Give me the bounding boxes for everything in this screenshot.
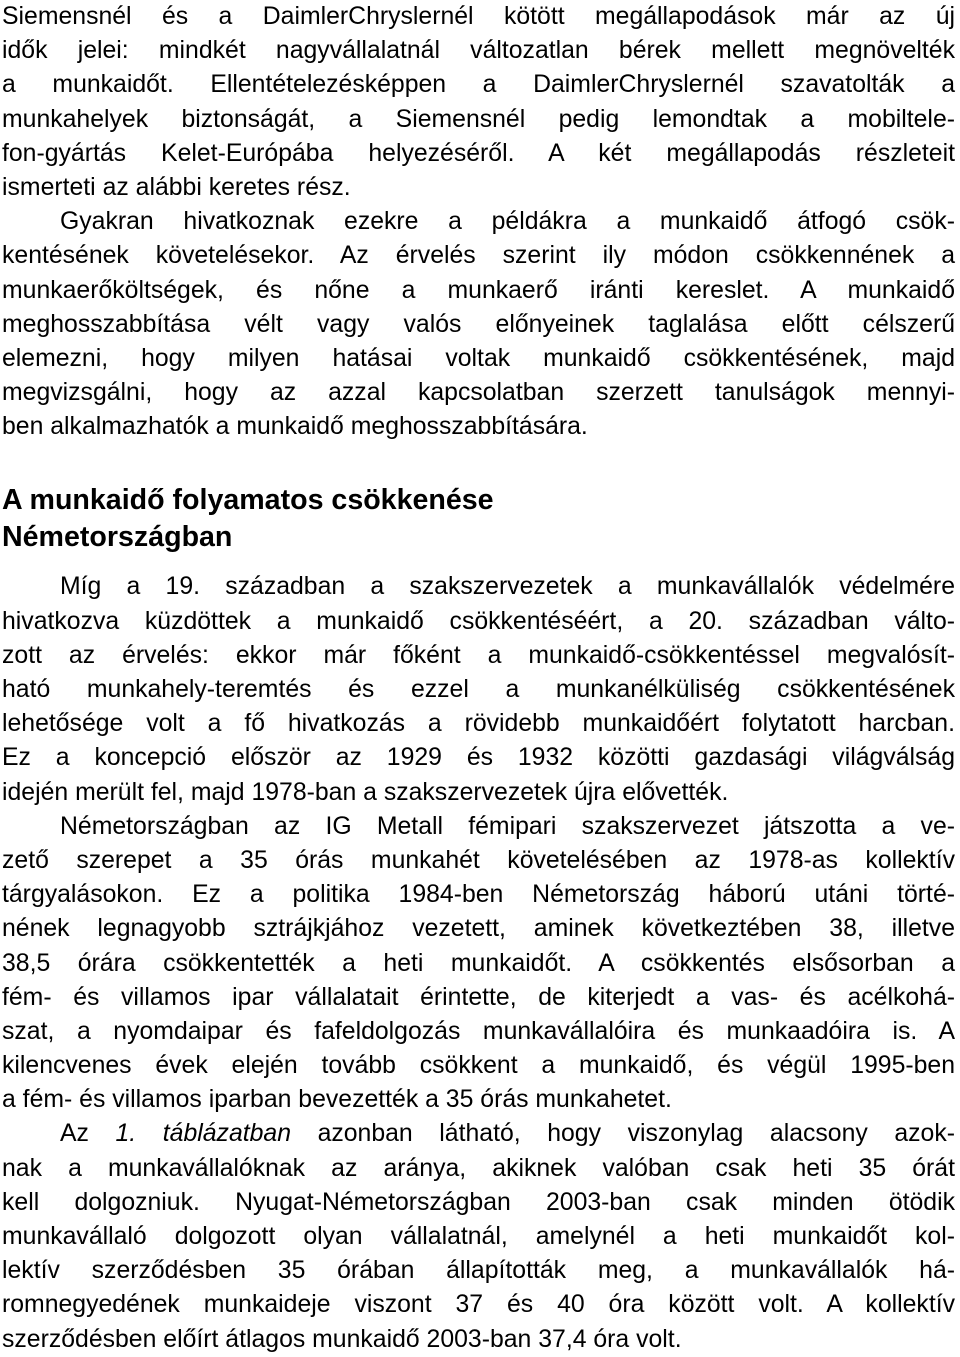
text-line: idők jelei: mindkét nagyvállalatnál változatlan bérek mellett megnövelték (2, 37, 955, 65)
text-line: 38,5 órára csökkentették a heti munkaidőt. A csökkentés elsősorban a (2, 949, 955, 977)
text-line: lektív szerződésben 35 órában állapították meg, a munkavállalók há- (2, 1257, 955, 1285)
text-line: szat, a nyomdaipar és fafeldolgozás munkavállalóira és munkaadóira is. A (2, 1017, 955, 1045)
text-line: nének legnagyobb sztrájkjához vezetett, aminek következtében 38, illetve (2, 915, 955, 943)
text-line: kentésének követelésekor. Az érvelés szerint ily módon csökkennének a (2, 242, 955, 270)
text-line (2, 1117, 955, 1151)
text-line: Siemensnél és a DaimlerChryslernél kötött megállapodások már az új (2, 3, 955, 30)
text-line: Ez a koncepció először az 1929 és 1932 közötti gazdasági világválság (2, 744, 955, 772)
text-line: ismerteti az alábbi keretes rész. (2, 173, 351, 201)
argument-paragraph (2, 205, 955, 444)
text-line: kell dolgozniuk. Nyugat-Németországban 2003-ban csak minden ötödik (2, 1188, 955, 1216)
document-page (2, 0, 955, 1357)
table-reference-link[interactable]: 1. táblázatban (115, 1120, 291, 1148)
text-line: ben alkalmazhatók a munkaidő meghosszabbítására. (2, 413, 588, 441)
text-line: idején merült fel, majd 1978-ban a szakszervezetek újra elővették. (2, 778, 729, 806)
text-line: a munkaidőt. Ellentételezésképpen a DaimlerChryslernél szavatolták a (2, 71, 955, 99)
heading-line: Németországban (2, 521, 233, 554)
text-line: megvizsgálni, hogy az azzal kapcsolatban szerzett tanulságok mennyi- (2, 379, 955, 407)
text-line: munkavállaló dolgozott olyan vállalatnál, amelynél a heti munkaidőt kol- (2, 1223, 955, 1250)
text-line: Németországban az IG Metall fémipari szakszervezet játszotta a ve- (60, 812, 955, 840)
text-line: ható munkahely-teremtés és ezzel a munkanélküliség csökkentésének (2, 676, 955, 703)
text-line: a fém- és villamos iparban bevezették a 35 órás munkahetet. (2, 1086, 672, 1114)
text-line: tárgyalásokon. Ez a politika 1984-ben Németország háború utáni törté- (2, 881, 955, 909)
text-line: meghosszabbítása vélt vagy valós előnyeinek taglalása előtt célszerű (2, 310, 955, 338)
text-line: zott az érvelés: ekkor már főként a munkaidő-csökkentéssel megvalósít- (2, 641, 955, 669)
text-fragment: Az (60, 1120, 116, 1148)
text-line: Míg a 19. században a szakszervezetek a munkavállalók védelmére (60, 573, 955, 601)
heading-line: A munkaidő folyamatos csökkenése (2, 484, 494, 517)
text-fragment: azonban látható, hogy viszonylag alacsony azok- (291, 1120, 955, 1148)
table-reference-paragraph (2, 1117, 955, 1356)
section-heading (2, 482, 955, 556)
text-line: elemezni, hogy milyen hatásai voltak munkaidő csökkentésének, majd (2, 344, 955, 372)
text-line: szerződésben előírt átlagos munkaidő 2003-ban 37,4 óra volt. (2, 1325, 682, 1353)
ig-metall-paragraph (2, 810, 955, 1118)
text-line: fon-gyártás Kelet-Európába helyezéséről. A két megállapodás részleteit (2, 139, 955, 167)
text-line: munkaerőköltségek, és nőne a munkaerő iránti kereslet. A munkaidő (2, 276, 955, 304)
intro-paragraph (2, 0, 955, 205)
text-line: zető szerepet a 35 órás munkahét követelésében az 1978-as kollektív (2, 846, 955, 874)
text-line: romnegyedének munkaideje viszont 37 és 40 óra között volt. A kollektív (2, 1291, 955, 1319)
text-line: hivatkozva küzdöttek a munkaidő csökkentéséért, a 20. században válto- (2, 607, 955, 635)
text-line: fém- és villamos ipar vállalatait érintette, de kiterjedt a vas- és acélkohá- (2, 983, 955, 1011)
text-line: lehetősége volt a fő hivatkozás a rövidebb munkaidőért folytatott harcban. (2, 710, 955, 738)
text-line: Gyakran hivatkoznak ezekre a példákra a munkaidő átfogó csök- (60, 208, 955, 236)
text-line: kilencvenes évek elején tovább csökkent a munkaidő, és végül 1995-ben (2, 1052, 955, 1080)
history-paragraph (2, 570, 955, 809)
text-line: nak a munkavállalóknak az aránya, akiknek valóban csak heti 35 órát (2, 1154, 955, 1182)
text-line: munkahelyek biztonságát, a Siemensnél pedig lemondtak a mobiltele- (2, 105, 955, 133)
